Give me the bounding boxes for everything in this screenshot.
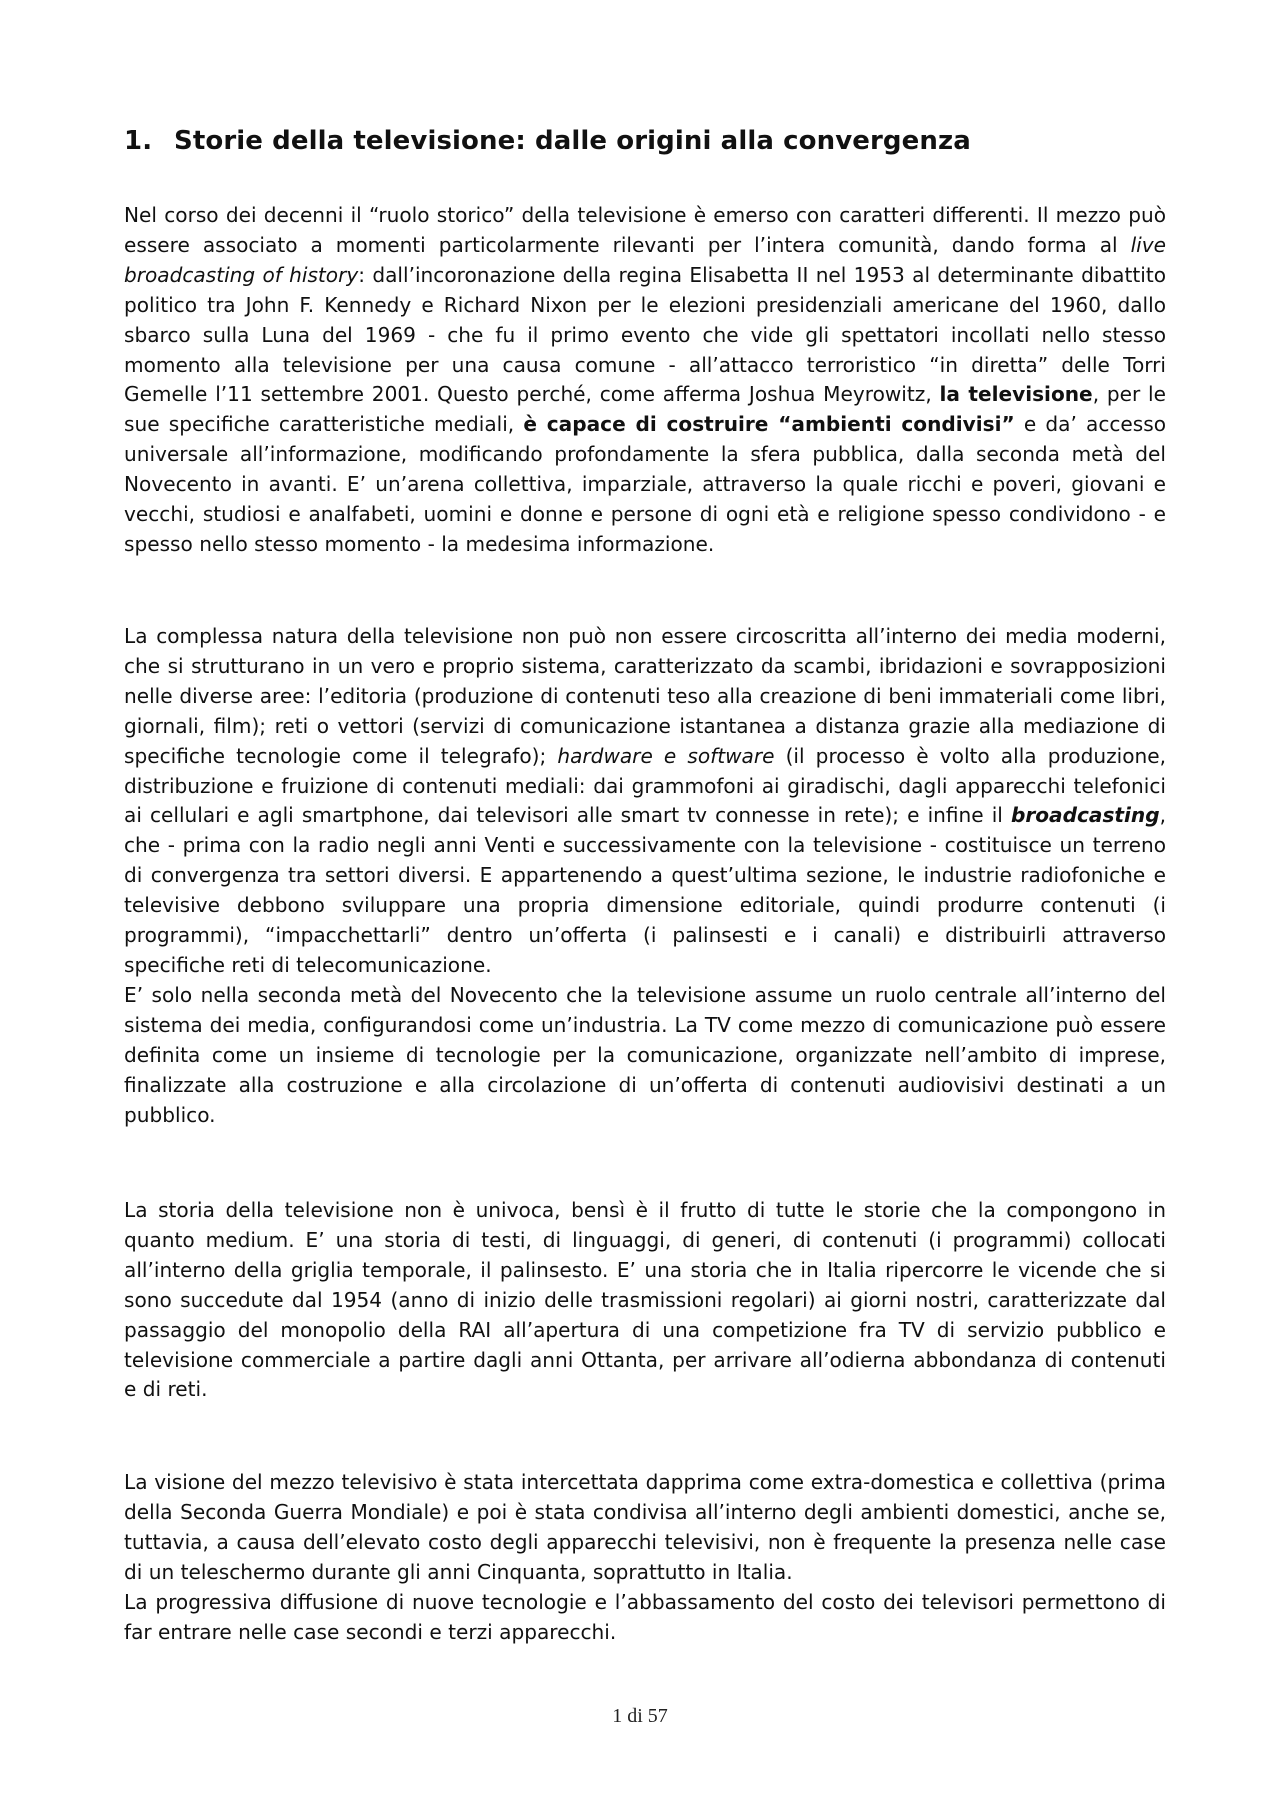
page-number: 1 di 57 [612, 1705, 668, 1727]
text-run: La progressiva diffusione di nuove tecnologie e l’abbassamento del costo dei televisori permettono di far entrare nelle case secondi e terzi apparecchi. [124, 1589, 1166, 1644]
text-run: : dall’incoronazione della regina Elisabetta II nel 1953 al determinante dibattito politico tra John F. Kennedy e Richard Nixon per le elezioni presidenziali americane del 1960, dallo sbarco sulla Luna del 1969 - che fu il primo evento che vide gli spettatori incollati nello stesso momento alla televisione per una causa comune - all’attacco terroristico “in diretta” delle Torri Gemelle l’11 settembre 2001. Questo perché, come afferma Joshua Meyrowitz, [124, 262, 1167, 407]
bold-run: è capace di costruire “ambienti condivisi” [523, 412, 1015, 437]
paragraph-1 [124, 201, 1166, 560]
text-run: , che - prima con la radio negli anni Venti e successivamente con la televisione - costituisce un terreno di convergenza tra settori diversi. E appartenendo a quest’ultima sezione, le industrie radiofoniche e televisive debbono sviluppare una propria dimensione editoriale, quindi produrre contenuti (i programmi), “impacchettarli” dentro un’offerta (i palinsesti e i canali) e distribuirli attraverso specifiche reti di telecomunicazione. [124, 803, 1166, 977]
paragraph-4 [124, 1468, 1166, 1647]
text-run: , per le sue specifiche caratteristiche mediali, [124, 382, 1166, 437]
bold-run: la televisione [939, 382, 1093, 407]
text-run: (il processo è volto alla produzione, distribuzione e fruizione di contenuti mediali: dai grammofoni ai giradischi, dagli apparecchi telefonici ai cellulari e agli smartphone, dai televisori alle smart tv connesse in rete); e infine il [124, 743, 1166, 828]
text-run: La storia della televisione non è univoca, bensì è il frutto di tutte le storie che la compongono in quanto medium. E’ una storia di testi, di linguaggi, di generi, di contenuti (i programmi) collocati all’interno della griglia temporale, il palinsesto. E’ una storia che in Italia ripercorre le vicende che si sono succedute dal 1954 (anno di inizio delle trasmissioni regolari) ai giorni nostri, caratterizzate dal passaggio del monopolio della RAI all’apertura di una competizione fra TV di servizio pubblico e televisione commerciale a partire dagli anni Ottanta, per arrivare all’odierna abbondanza di contenuti e di reti. [124, 1198, 1166, 1402]
text-run: E’ solo nella seconda metà del Novecento che la televisione assume un ruolo centrale all’interno del sistema dei media, configurandosi come un’industria. La TV come mezzo di comunicazione può essere definita come un insieme di tecnologie per la comunicazione, organizzate nell’ambito di imprese, finalizzate alla costruzione e alla circolazione di un’offerta di contenuti audiovisivi destinati a un pubblico. [124, 982, 1166, 1127]
italic-run: live broadcasting of history [124, 232, 1166, 287]
section-title: Storie della televisione: dalle origini alla convergenza [174, 126, 971, 156]
text-run: La visione del mezzo televisivo è stata intercettata dapprima come extra-domestica e collettiva (prima della Seconda Guerra Mondiale) e poi è stata condivisa all’interno degli ambienti domestici, anche se, tuttavia, a causa dell’elevato costo degli apparecchi televisivi, non è frequente la presenza nelle case di un teleschermo durante gli anni Cinquanta, soprattutto in Italia. [124, 1470, 1166, 1584]
italic-run: hardware e software [557, 743, 775, 768]
bold-italic-run: broadcasting [1010, 803, 1160, 828]
section-number: 1. [124, 126, 153, 156]
text-run: La complessa natura della televisione non può non essere circoscritta all’interno dei media moderni, che si strutturano in un vero e proprio sistema, caratterizzato da scambi, ibridazioni e sovrapposizioni nelle diverse aree: l’editoria (produzione di contenuti teso alla creazione di beni immateriali come libri, giornali, film); reti o vettori (servizi di comunicazione istantanea a distanza grazie alla mediazione di specifiche tecnologie come il telegrafo); [124, 624, 1166, 768]
section-heading [124, 124, 971, 158]
paragraph-3 [124, 1196, 1166, 1405]
text-run: Nel corso dei decenni il “ruolo storico” della televisione è emerso con caratteri differenti. Il mezzo può essere associato a momenti particolarmente rilevanti per l’intera comunità, dando forma al [124, 203, 1166, 257]
text-run: e da’ accesso universale all’informazione, modificando profondamente la sfera pubblica, dalla seconda metà del Novecento in avanti. E’ un’arena collettiva, imparziale, attraverso la quale ricchi e poveri, giovani e vecchi, studiosi e analfabeti, uomini e donne e persone di ogni età e religione spesso condividono - e spesso nello stesso momento - la medesima informazione. [124, 412, 1167, 556]
paragraph-2 [124, 622, 1166, 1130]
